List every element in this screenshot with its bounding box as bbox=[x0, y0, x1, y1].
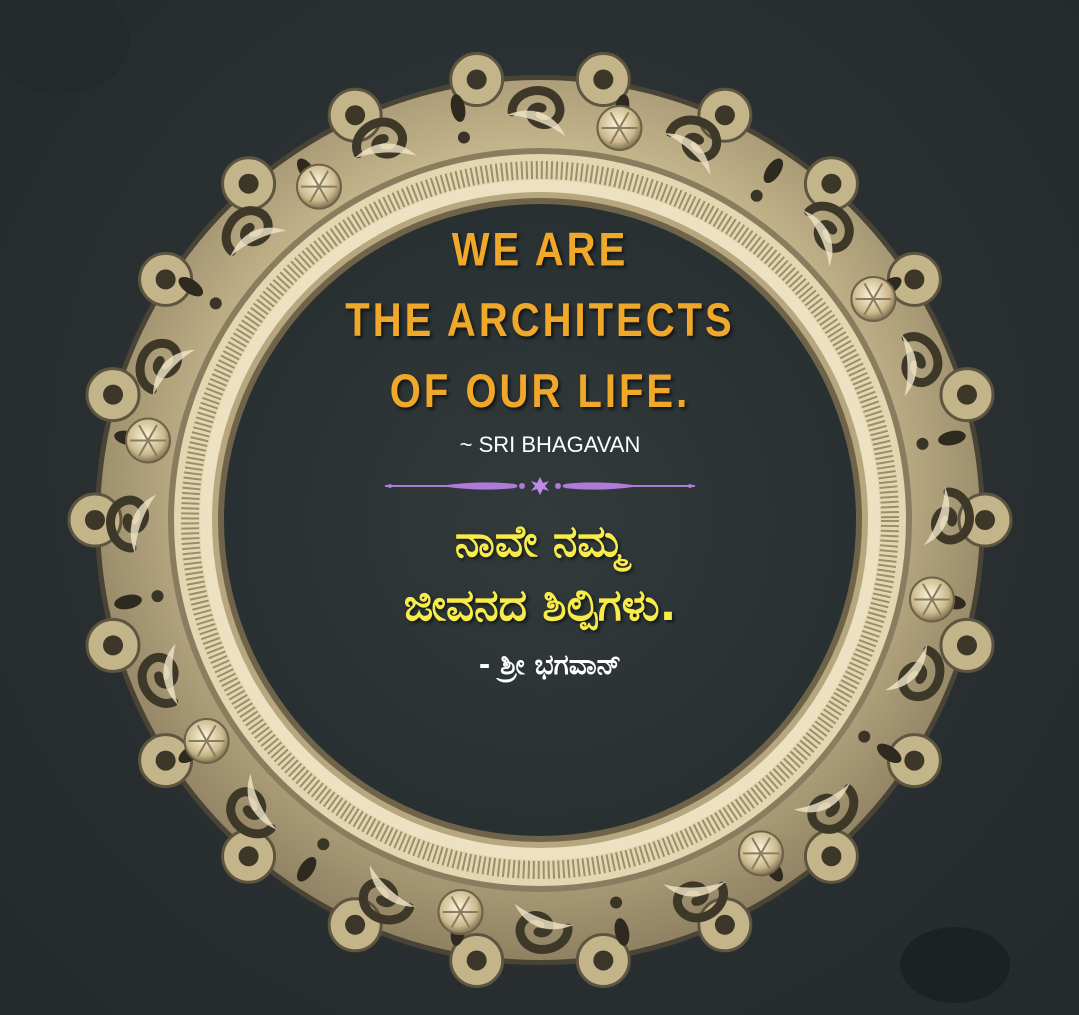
english-quote-line-3: OF OUR LIFE. bbox=[389, 365, 691, 418]
scallop-void bbox=[467, 950, 487, 970]
scallop-void bbox=[103, 635, 123, 655]
scallop-void bbox=[593, 950, 613, 970]
scallop-void bbox=[345, 915, 365, 935]
scallop-void bbox=[593, 70, 613, 90]
scallop-void bbox=[345, 105, 365, 125]
scallop-void bbox=[957, 635, 977, 655]
ornamental-divider bbox=[380, 476, 700, 496]
carving-void bbox=[751, 190, 763, 202]
scallop-void bbox=[904, 751, 924, 771]
scallop-void bbox=[715, 915, 735, 935]
carving-void bbox=[151, 590, 163, 602]
quote-content bbox=[290, 215, 790, 682]
carving-void bbox=[858, 731, 870, 743]
shadow-blob bbox=[0, 0, 130, 95]
english-quote-line-1: WE ARE bbox=[451, 223, 629, 276]
scallop-void bbox=[904, 269, 924, 289]
scallop-void bbox=[156, 269, 176, 289]
scallop-void bbox=[957, 385, 977, 405]
scallop-void bbox=[239, 846, 259, 866]
kannada-quote-line-2: ಜೀವನದ ಶಿಲ್ಪಿಗಳು. bbox=[403, 580, 677, 631]
scallop-void bbox=[103, 385, 123, 405]
carving-void bbox=[210, 297, 222, 309]
kannada-author: - ಶ್ರೀ ಭಗವಾನ್ bbox=[478, 648, 622, 681]
carving-void bbox=[317, 838, 329, 850]
english-quote-line-2: THE ARCHITECTS bbox=[345, 294, 735, 347]
scallop-void bbox=[821, 846, 841, 866]
scallop-void bbox=[975, 510, 995, 530]
scallop-void bbox=[85, 510, 105, 530]
scallop-void bbox=[715, 105, 735, 125]
scallop-void bbox=[239, 174, 259, 194]
english-author: ~ SRI BHAGAVAN bbox=[459, 432, 641, 457]
carving-void bbox=[917, 438, 929, 450]
carving-void bbox=[610, 897, 622, 909]
carving-void bbox=[458, 131, 470, 143]
kannada-quote-line-1: ನಾವೇ ನಮ್ಮ bbox=[454, 516, 626, 567]
shadow-blob bbox=[900, 927, 1010, 1003]
scallop-void bbox=[821, 174, 841, 194]
scallop-void bbox=[467, 70, 487, 90]
scallop-void bbox=[156, 751, 176, 771]
